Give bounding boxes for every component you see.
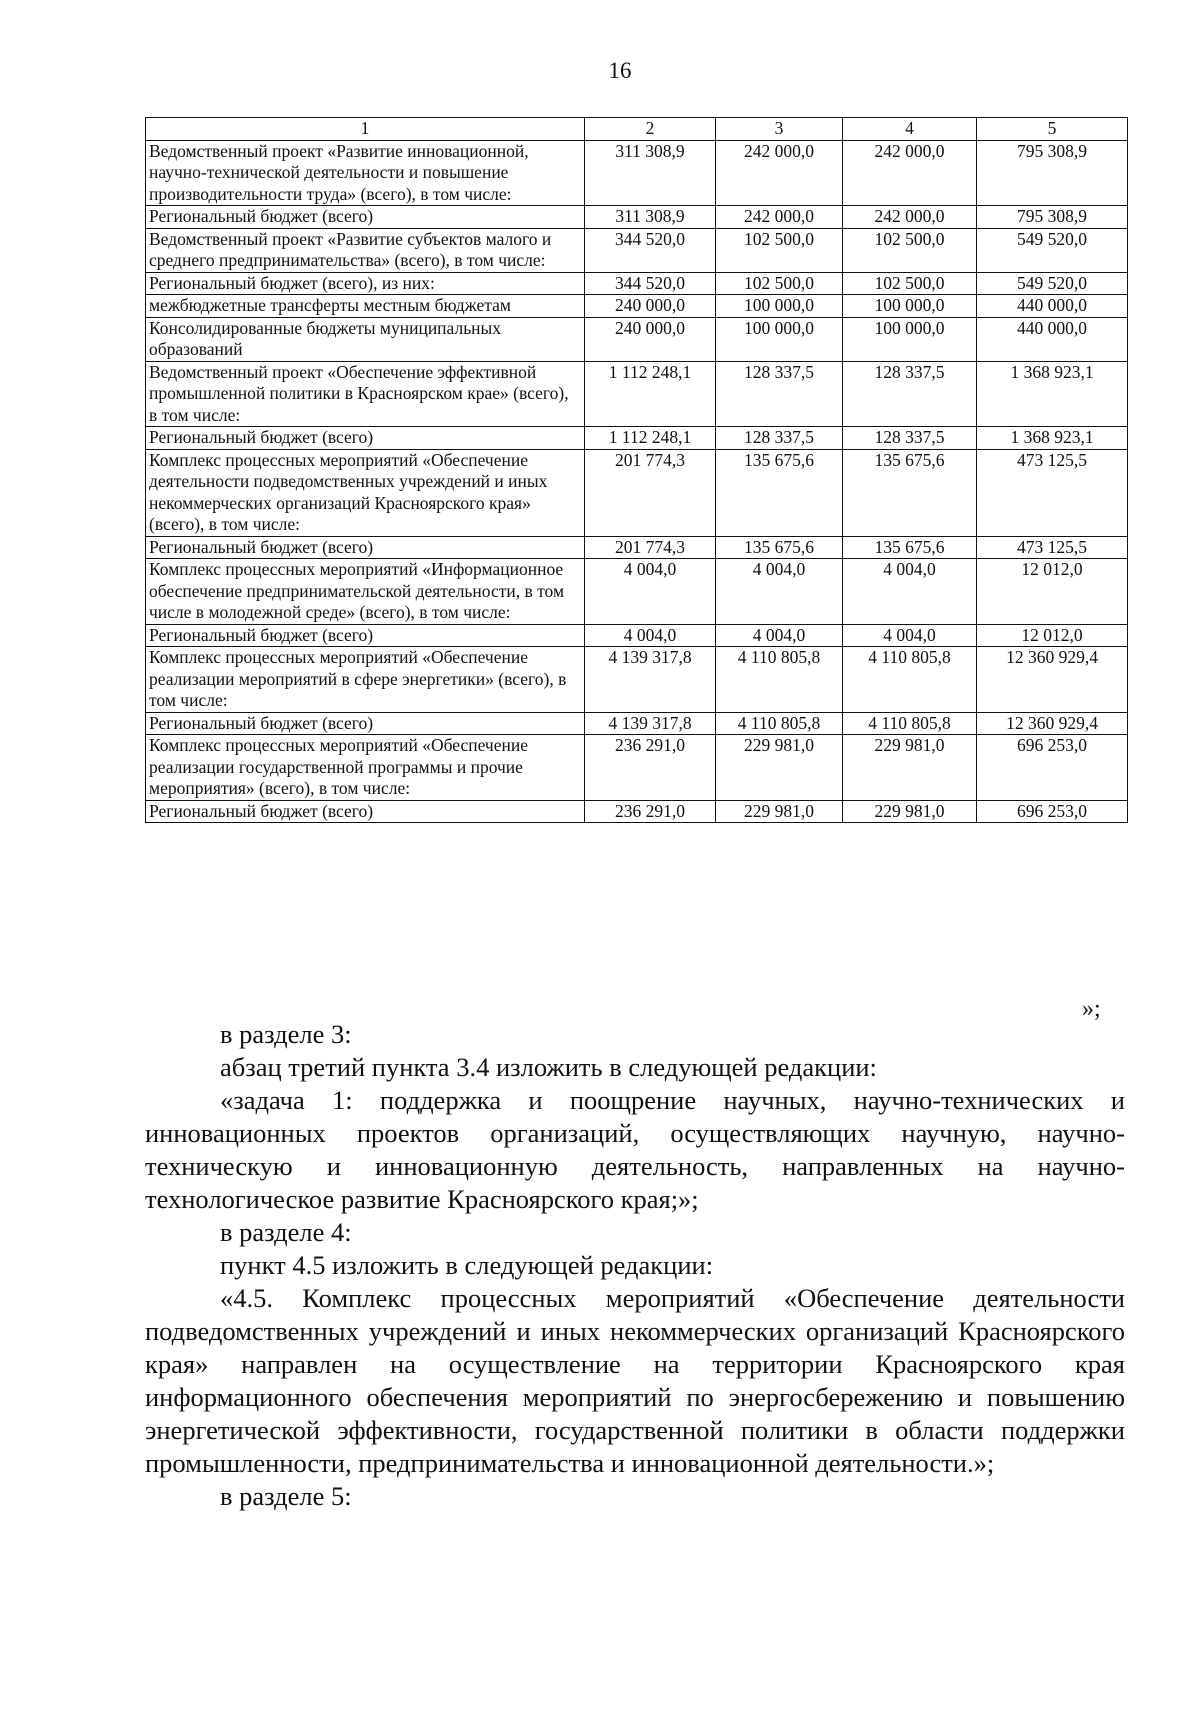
row-label-cell: Комплекс процессных мероприятий «Обеспечение реализации государственной программы и прочие мероприятия» (всего), в том числе:	[146, 735, 585, 801]
value-cell-col-2: 236 291,0	[585, 800, 716, 823]
value-cell-col-5: 1 368 923,1	[977, 427, 1128, 450]
table-row	[146, 536, 1128, 559]
value-cell-col-2: 240 000,0	[585, 317, 716, 361]
value-cell-col-2: 4 139 317,8	[585, 712, 716, 735]
value-cell-col-2: 311 308,9	[585, 206, 716, 229]
value-cell-col-2: 4 004,0	[585, 624, 716, 647]
value-cell-col-4: 229 981,0	[843, 735, 977, 801]
value-cell-col-3: 100 000,0	[716, 317, 843, 361]
value-cell-col-3: 242 000,0	[716, 140, 843, 206]
table-body	[146, 140, 1128, 823]
table-row	[146, 800, 1128, 823]
value-cell-col-5: 549 520,0	[977, 272, 1128, 295]
table-row	[146, 228, 1128, 272]
column-header-4: 4	[843, 118, 977, 141]
table-closing-quote: »;	[1082, 996, 1101, 1022]
value-cell-col-3: 135 675,6	[716, 449, 843, 536]
value-cell-col-2: 311 308,9	[585, 140, 716, 206]
value-cell-col-2: 1 112 248,1	[585, 361, 716, 427]
table-row	[146, 361, 1128, 427]
row-label-cell: Ведомственный проект «Обеспечение эффективной промышленной политики в Красноярском крае» (всего), в том числе:	[146, 361, 585, 427]
value-cell-col-4: 242 000,0	[843, 206, 977, 229]
value-cell-col-5: 12 360 929,4	[977, 647, 1128, 713]
value-cell-col-3: 128 337,5	[716, 361, 843, 427]
value-cell-col-5: 1 368 923,1	[977, 361, 1128, 427]
row-label-cell: Региональный бюджет (всего)	[146, 427, 585, 450]
value-cell-col-3: 102 500,0	[716, 272, 843, 295]
value-cell-col-2: 236 291,0	[585, 735, 716, 801]
value-cell-col-3: 242 000,0	[716, 206, 843, 229]
row-label-cell: Комплекс процессных мероприятий «Информационное обеспечение предпринимательской деятельности, в том числе в молодежной среде» (всего), в том числе:	[146, 559, 585, 625]
table-row	[146, 712, 1128, 735]
paragraph: в разделе 3:	[220, 1019, 352, 1049]
table-row	[146, 624, 1128, 647]
row-label-cell: Региональный бюджет (всего)	[146, 800, 585, 823]
row-label-cell: Консолидированные бюджеты муниципальных образований	[146, 317, 585, 361]
body-text	[145, 1018, 1125, 1513]
value-cell-col-4: 242 000,0	[843, 140, 977, 206]
value-cell-col-5: 696 253,0	[977, 735, 1128, 801]
value-cell-col-4: 4 004,0	[843, 624, 977, 647]
table-row	[146, 449, 1128, 536]
value-cell-col-5: 795 308,9	[977, 140, 1128, 206]
value-cell-col-3: 100 000,0	[716, 295, 843, 318]
value-cell-col-5: 12 012,0	[977, 624, 1128, 647]
value-cell-col-2: 201 774,3	[585, 536, 716, 559]
row-label-cell: Комплекс процессных мероприятий «Обеспечение реализации мероприятий в сфере энергетики» (всего), в том числе:	[146, 647, 585, 713]
table-row	[146, 206, 1128, 229]
table-row	[146, 559, 1128, 625]
value-cell-col-4: 100 000,0	[843, 317, 977, 361]
row-label-cell: Ведомственный проект «Развитие инновационной, научно-технической деятельности и повышение производительности труда» (всего), в том числе:	[146, 140, 585, 206]
value-cell-col-4: 100 000,0	[843, 295, 977, 318]
value-cell-col-3: 4 004,0	[716, 559, 843, 625]
column-header-2: 2	[585, 118, 716, 141]
value-cell-col-5: 12 360 929,4	[977, 712, 1128, 735]
row-label-cell: Региональный бюджет (всего)	[146, 624, 585, 647]
value-cell-col-4: 102 500,0	[843, 228, 977, 272]
value-cell-col-5: 795 308,9	[977, 206, 1128, 229]
value-cell-col-5: 473 125,5	[977, 536, 1128, 559]
value-cell-col-2: 4 004,0	[585, 559, 716, 625]
page-number: 16	[608, 58, 632, 83]
value-cell-col-3: 229 981,0	[716, 800, 843, 823]
value-cell-col-3: 4 110 805,8	[716, 712, 843, 735]
value-cell-col-4: 4 110 805,8	[843, 647, 977, 713]
value-cell-col-5: 473 125,5	[977, 449, 1128, 536]
table-row	[146, 272, 1128, 295]
table-header-row	[146, 118, 1128, 141]
row-label-cell: Региональный бюджет (всего)	[146, 712, 585, 735]
value-cell-col-2: 4 139 317,8	[585, 647, 716, 713]
value-cell-col-2: 344 520,0	[585, 272, 716, 295]
value-cell-col-5: 440 000,0	[977, 295, 1128, 318]
row-label-cell: Региональный бюджет (всего)	[146, 206, 585, 229]
table-row	[146, 427, 1128, 450]
value-cell-col-2: 1 112 248,1	[585, 427, 716, 450]
budget-table	[145, 117, 1128, 823]
row-label-cell: Комплекс процессных мероприятий «Обеспечение деятельности подведомственных учреждений и иных некоммерческих организаций Красноярского края» (всего), в том числе:	[146, 449, 585, 536]
row-label-cell: Ведомственный проект «Развитие субъектов малого и среднего предпринимательства» (всего), в том числе:	[146, 228, 585, 272]
value-cell-col-4: 135 675,6	[843, 449, 977, 536]
value-cell-col-2: 201 774,3	[585, 449, 716, 536]
table-row	[146, 735, 1128, 801]
value-cell-col-4: 4 004,0	[843, 559, 977, 625]
table-row	[146, 317, 1128, 361]
table-row	[146, 295, 1128, 318]
value-cell-col-5: 12 012,0	[977, 559, 1128, 625]
value-cell-col-4: 128 337,5	[843, 427, 977, 450]
paragraph: в разделе 4:	[220, 1217, 352, 1247]
value-cell-col-5: 440 000,0	[977, 317, 1128, 361]
paragraph: в разделе 5:	[220, 1481, 352, 1511]
paragraph: «задача 1: поддержка и поощрение научных, научно-технических и инновационных проектов организаций, осуществляющих научную, научно-техническую и инновационную деятельность, направленных на научно-технологическое развитие Красноярского края;»;	[145, 1085, 1125, 1214]
value-cell-col-3: 135 675,6	[716, 536, 843, 559]
table-row	[146, 647, 1128, 713]
value-cell-col-4: 128 337,5	[843, 361, 977, 427]
value-cell-col-4: 229 981,0	[843, 800, 977, 823]
value-cell-col-3: 4 004,0	[716, 624, 843, 647]
paragraph: «4.5. Комплекс процессных мероприятий «Обеспечение деятельности подведомственных учреждений и иных некоммерческих организаций Красноярского края» направлен на осуществление на территории Красноярского края информационного обеспечения мероприятий по энергосбережению и повышению энергетической эффективности, государственной политики в области поддержки промышленности, предпринимательства и инновационной деятельности.»;	[145, 1283, 1125, 1478]
row-label-cell: Региональный бюджет (всего), из них:	[146, 272, 585, 295]
row-label-cell: Региональный бюджет (всего)	[146, 536, 585, 559]
value-cell-col-3: 128 337,5	[716, 427, 843, 450]
value-cell-col-4: 135 675,6	[843, 536, 977, 559]
value-cell-col-4: 4 110 805,8	[843, 712, 977, 735]
column-header-3: 3	[716, 118, 843, 141]
column-header-5: 5	[977, 118, 1128, 141]
value-cell-col-5: 696 253,0	[977, 800, 1128, 823]
value-cell-col-3: 4 110 805,8	[716, 647, 843, 713]
value-cell-col-2: 344 520,0	[585, 228, 716, 272]
column-header-1: 1	[146, 118, 585, 141]
row-label-cell: межбюджетные трансферты местным бюджетам	[146, 295, 585, 318]
paragraph: абзац третий пункта 3.4 изложить в следующей редакции:	[220, 1052, 877, 1082]
value-cell-col-5: 549 520,0	[977, 228, 1128, 272]
table-row	[146, 140, 1128, 206]
value-cell-col-2: 240 000,0	[585, 295, 716, 318]
value-cell-col-3: 102 500,0	[716, 228, 843, 272]
value-cell-col-3: 229 981,0	[716, 735, 843, 801]
value-cell-col-4: 102 500,0	[843, 272, 977, 295]
paragraph: пункт 4.5 изложить в следующей редакции:	[220, 1250, 714, 1280]
